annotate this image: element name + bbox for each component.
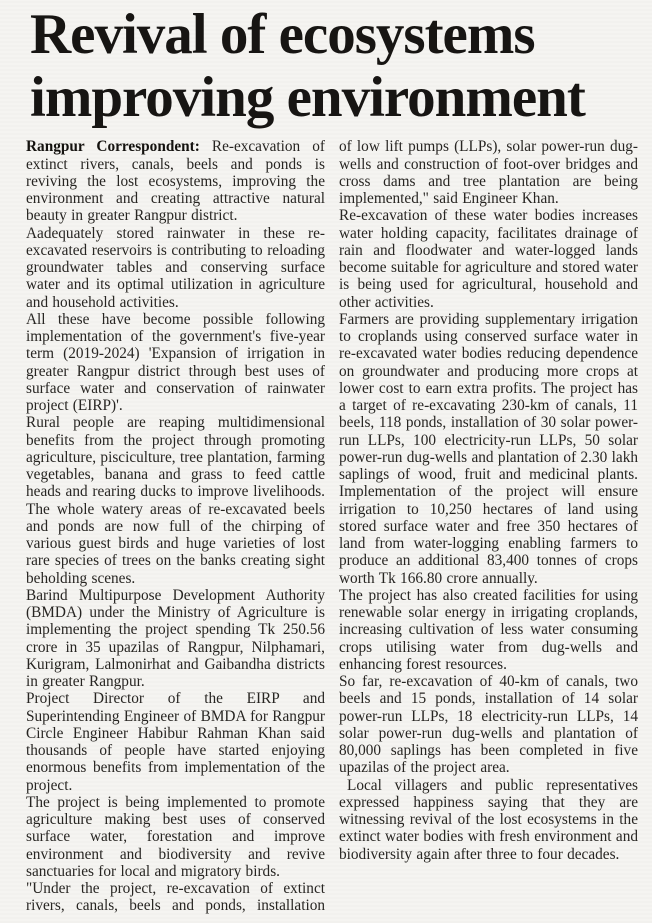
article-headline: [30, 4, 638, 129]
article-column-right: [339, 138, 638, 863]
article-body: [26, 138, 638, 914]
article-paragraph: Rural people are reaping multidimensional benefits from the project through promoting agriculture, pisciculture, tree plantation, farming vegetables, banana and grass to feed cattle heads and rearing ducks to improve livelihoods. The whole watery areas of re-excavated beels and ponds are now full of the chirping of various guest birds and huge varieties of lost rare species of trees on the banks creating sight beholding scenes.: [26, 414, 325, 587]
article-paragraph: of low lift pumps (LLPs), solar power-run dug-wells and construction of foot-over bridges and cross dams and tree plantation are being implemented," said Engineer Khan.: [339, 138, 638, 208]
article-paragraph: Aadequately stored rainwater in these re-excavated reservoirs is contributing to reloading groundwater tables and conserving surface water and its optimal utilization in agriculture and household activities.: [26, 224, 325, 311]
article-paragraph: So far, re-excavation of 40-km of canals, two beels and 15 ponds, installation of 14 solar power-run LLPs, 18 electricity-run LLPs, 14 solar power-run dug-wells and plantation of 80,000 saplings has been completed in five upazilas of the project area.: [339, 673, 638, 777]
article-paragraph: Re-excavation of these water bodies increases water holding capacity, facilitates drainage of rain and floodwater and water-logged lands become suitable for agriculture and stored water is being used for agricultural, household and other activities.: [339, 207, 638, 311]
headline-line-1: Revival of ecosystems: [30, 3, 535, 66]
headline-line-2: improving environment: [30, 65, 585, 129]
article-paragraph: Local villagers and public representatives expressed happiness saying that they are witnessing revival of the lost ecosystems in the extinct water bodies with fresh environment and biodiversity again after three to four decades.: [339, 776, 638, 863]
article-column-left: [26, 138, 325, 914]
article-paragraph: Barind Multipurpose Development Authority (BMDA) under the Ministry of Agriculture is implementing the project spending Tk 250.56 crore in 35 upazilas of Rangpur, Nilphamari, Kurigram, Lalmonirhat and Gaibandha districts in greater Rangpur.: [26, 586, 325, 691]
article-paragraph: All these have become possible following implementation of the government's five-year term (2019-2024) 'Expansion of irrigation in greater Rangpur district through best uses of surface water and conservation of rainwater project (EIRP)'.: [26, 310, 325, 415]
article-paragraph: Rangpur Correspondent: Re-excavation of extinct rivers, canals, beels and ponds is reviving the lost ecosystems, improving the environment and creating attractive natural beauty in greater Rangpur district.: [26, 138, 325, 225]
article-paragraph: The project has also created facilities for using renewable solar energy in irrigating croplands, increasing cultivation of less water consuming crops utilising water from dug-wells and enhancing forest resources.: [339, 586, 638, 673]
article-paragraph: Project Director of the EIRP and Superintending Engineer of BMDA for Rangpur Circle Engineer Habibur Rahman Khan said thousands of people have started enjoying enormous benefits from implementation of the project.: [26, 690, 325, 794]
article-paragraph: The project is being implemented to promote agriculture making best uses of conserved surface water, forestation and improve environment and biodiversity and revive sanctuaries for local and migratory birds.: [26, 793, 325, 880]
article-paragraph: Farmers are providing supplementary irrigation to croplands using conserved surface water in re-excavated water bodies reducing dependence on groundwater and producing more crops at lower cost to earn extra profits. The project has a target of re-excavating 230-km of canals, 11 beels, 118 ponds, installation of 30 solar power-run LLPs, 100 electricity-run LLPs, 50 solar power-run dug-wells and plantation of 2.30 lakh saplings of wood, fruit and medicinal plants. Implementation of the project will ensure irrigation to 10,250 hectares of land using stored surface water and free 350 hectares of land from water-logging enabling farmers to produce an additional 83,400 tonnes of crops worth Tk 166.80 crore annually.: [339, 310, 638, 587]
correspondent-lead-in: Rangpur Correspondent:: [26, 138, 200, 156]
article-paragraph: "Under the project, re-excavation of extinct rivers, canals, beels and ponds, installation: [26, 880, 325, 915]
